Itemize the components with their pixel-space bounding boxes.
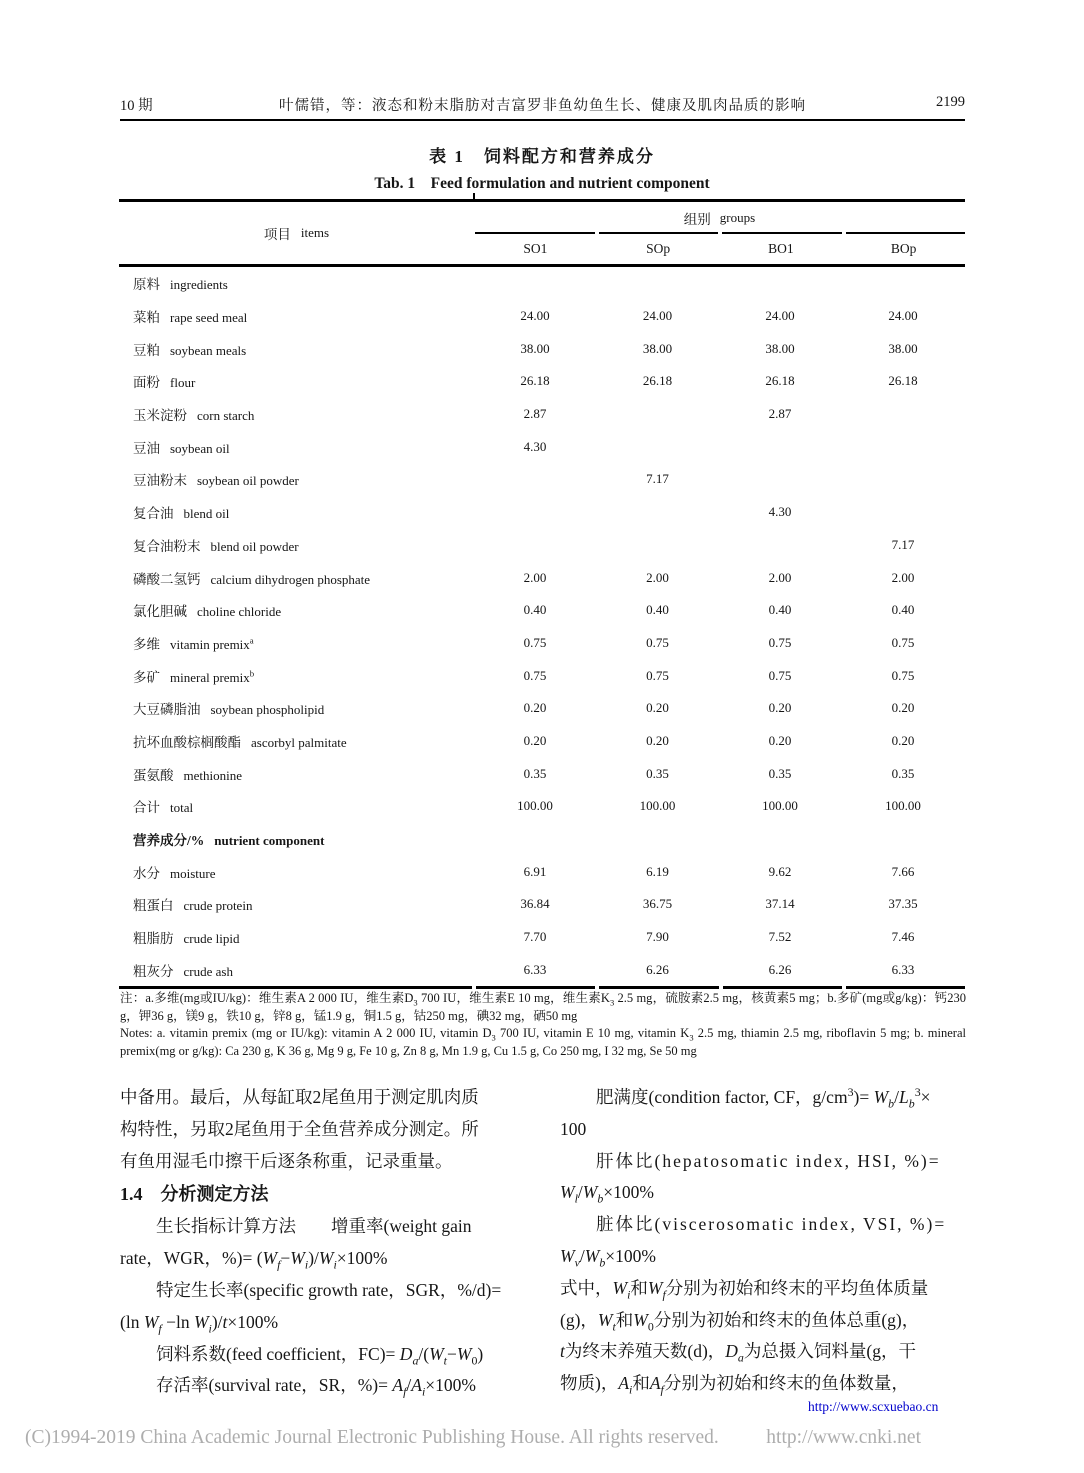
cell-value: 0.75 [768, 667, 792, 683]
row-label [119, 666, 474, 686]
row-label [119, 535, 474, 555]
row-label [119, 469, 474, 489]
row-label [119, 731, 474, 751]
cell-value: 100.00 [762, 798, 798, 814]
row-label-en: flour [170, 375, 196, 391]
text-line: rate，WGR，%)= $(W_f-W_i)/W_i\times 100\%$ [120, 1248, 388, 1272]
table-row [119, 953, 965, 986]
row-label-en: ingredients [170, 277, 228, 293]
cell-value: 2.87 [768, 406, 792, 422]
row-label-en: choline chloride [197, 604, 282, 620]
cell-value: 2.00 [891, 569, 915, 585]
cell-value: 0.75 [891, 634, 915, 650]
row-label-zh: 面粉 [133, 375, 160, 391]
row-label [119, 371, 474, 391]
watermark [25, 1427, 921, 1449]
row-label [119, 404, 474, 424]
cell-value: 2.00 [646, 569, 669, 585]
cell-value: 26.18 [642, 373, 673, 389]
cell-value: 38.00 [888, 340, 918, 356]
table-row [119, 463, 965, 496]
text-line: 构特性，另取2尾鱼用于全鱼营养成分测定。所 [120, 1118, 479, 1139]
text-line: $W_v/W_b\times 100\%$ [560, 1245, 656, 1270]
row-label [119, 829, 474, 849]
body-column-left [120, 1082, 546, 1402]
feed-table [119, 199, 965, 989]
cell-value: 26.18 [520, 373, 550, 389]
table-header [119, 202, 965, 264]
cell-value: 4.30 [768, 504, 792, 520]
cell-value: 38.00 [520, 340, 550, 356]
row-label [119, 568, 474, 588]
row-label [119, 339, 474, 359]
cell-value: 0.35 [523, 765, 547, 781]
table-row [119, 692, 965, 725]
row-label-en: blend oil [183, 506, 230, 522]
header-rule [120, 119, 965, 121]
text-line: 存活率(survival rate，SR，%)= $A_f/A_i\times 100\%$ [156, 1375, 476, 1399]
text-line: 物质)，$A_i$和$A_f$分别为初始和终末的鱼体数量， [560, 1373, 909, 1397]
cell-value: 36.84 [520, 896, 550, 912]
cell-value: 0.35 [768, 765, 792, 781]
cell-value: 2.00 [523, 569, 547, 585]
text-line: 有鱼用湿毛巾擦干后逐条称重，记录重量。 [120, 1150, 453, 1171]
cell-value: 100.00 [639, 798, 676, 814]
row-label-zh: 水分 [133, 865, 160, 881]
cell-value: 26.18 [765, 373, 795, 389]
cell-value: 6.33 [891, 961, 915, 977]
cell-value: 26.18 [888, 373, 918, 389]
table-row [119, 855, 965, 888]
row-label [119, 633, 474, 653]
journal-url-link[interactable]: http://www.scxuebao.cn [808, 1399, 939, 1414]
row-label [119, 698, 474, 718]
table-row [119, 430, 965, 463]
cell-value: 36.75 [642, 896, 673, 912]
row-label [119, 894, 474, 914]
row-label-zh: 大豆磷脂油 [133, 702, 201, 718]
row-label-zh: 合计 [133, 800, 160, 816]
row-label-en: crude lipid [183, 931, 240, 947]
row-label-zh: 磷酸二氢钙 [133, 571, 201, 587]
table-row [119, 627, 965, 660]
items-header-cell [119, 202, 474, 264]
groups-header-en: groups [719, 209, 756, 225]
cell-value: 6.19 [646, 863, 669, 879]
row-label-en: mineral premix$^b$ [170, 668, 255, 685]
table-title-en: Tab. 1 Feed formulation and nutrient component [374, 175, 710, 192]
cell-value: 4.30 [523, 438, 547, 454]
copyright-text: (C)1994-2019 China Academic Journal Electronic Publishing House. All rights reserved. [25, 1427, 719, 1448]
cell-value: 6.91 [523, 863, 547, 879]
row-label-en: ascorbyl palmitate [251, 734, 347, 750]
column-header-so1: SO1 [523, 241, 548, 256]
row-label [119, 796, 474, 816]
group-column-headers [474, 234, 965, 264]
text-line: 生长指标计算方法 增重率(weight gain [156, 1216, 472, 1237]
row-label-zh: 菜粕 [133, 310, 160, 326]
row-label-en: total [170, 800, 194, 816]
row-label-zh: 多矿 [133, 669, 160, 685]
row-label-en: soybean oil [170, 440, 230, 456]
groups-header-cell [474, 202, 965, 233]
running-head [120, 94, 965, 114]
cell-value: 7.66 [891, 863, 915, 879]
row-label-zh: 豆油粉末 [133, 473, 187, 489]
cell-value: 7.17 [646, 471, 669, 487]
row-label [119, 502, 474, 522]
cell-value: 37.14 [765, 896, 795, 912]
row-label-zh: 营养成分/% [133, 833, 205, 849]
table-row [119, 659, 965, 692]
cell-value: 0.35 [891, 765, 915, 781]
cell-value: 0.20 [768, 700, 792, 716]
row-label [119, 273, 474, 293]
cell-value: 7.46 [891, 929, 915, 945]
table-row [119, 921, 965, 954]
cell-value: 24.00 [520, 308, 550, 324]
table-row [119, 888, 965, 921]
text-line: t为终末养殖天数(d)，$D_a$为总摄入饲料量(g，干 [560, 1341, 916, 1365]
cell-value: 0.35 [646, 765, 669, 781]
column-header-bo1: BO1 [768, 241, 794, 256]
row-label-en: soybean oil powder [197, 473, 299, 489]
table-notes [120, 990, 970, 1060]
cell-value: 7.17 [891, 536, 915, 552]
groups-header-zh: 组别 [683, 211, 711, 227]
cnki-url-link[interactable]: http://www.cnki.net [766, 1427, 921, 1448]
cell-value: 6.33 [523, 961, 547, 977]
table-title-zh: 表 1 饲料配方和营养成分 [429, 147, 655, 166]
table-row [119, 365, 965, 398]
table-row [119, 300, 965, 333]
cell-value: 0.20 [891, 732, 915, 748]
cell-value: 0.40 [891, 602, 915, 618]
cell-value: 7.90 [646, 929, 669, 945]
row-label-zh: 豆油 [133, 440, 160, 456]
text-line: 特定生长率(specific growth rate，SGR，%/d)= [156, 1279, 502, 1300]
cell-value: 0.20 [891, 700, 915, 716]
cell-value: 6.26 [646, 961, 669, 977]
row-label-en: soybean phospholipid [210, 702, 325, 718]
text-line: 脏体比(viscerosomatic index, VSI, %)= [596, 1214, 947, 1235]
row-label-en: methionine [183, 767, 242, 783]
table-row [119, 398, 965, 431]
text-line: (g)，$W_t$和$W_0$分别为初始和终末的鱼体总重(g)， [560, 1309, 920, 1334]
text-line: 饲料系数(feed coefficient，$FC)= D_a/(W_t-W_0)$ [156, 1343, 484, 1368]
row-label [119, 764, 474, 784]
row-label-zh: 蛋氨酸 [133, 767, 174, 783]
row-label-en: crude protein [183, 898, 253, 914]
cell-value: 38.00 [765, 340, 795, 356]
table-row [119, 823, 965, 856]
table-row [119, 594, 965, 627]
row-label [119, 306, 474, 326]
row-label-zh: 粗蛋白 [133, 898, 174, 914]
column-header-sop: SOp [646, 241, 671, 256]
cell-value: 0.20 [646, 700, 669, 716]
section-heading: 1.4 分析测定方法 [120, 1184, 269, 1205]
cell-value: 0.75 [646, 634, 669, 650]
row-label-zh: 复合油粉末 [133, 538, 201, 554]
cell-value: 2.00 [768, 569, 792, 585]
cell-value: 0.75 [768, 634, 792, 650]
column-header-bop: BOp [890, 241, 917, 256]
text-line: 100 [560, 1118, 587, 1139]
cell-value: 2.87 [523, 406, 547, 422]
cell-value: 0.20 [768, 732, 792, 748]
text-line: 式中，$W_i$和$W_f$分别为初始和终末的平均鱼体质量 [560, 1277, 929, 1302]
cell-value: 0.20 [646, 732, 669, 748]
cell-value: 0.75 [523, 634, 547, 650]
table-row [119, 790, 965, 823]
row-label [119, 862, 474, 882]
cell-value: 38.00 [642, 340, 673, 356]
journal-issue: 10 期 [120, 98, 153, 114]
row-label-zh: 氯化胆碱 [133, 604, 187, 620]
row-label-en: calcium dihydrogen phosphate [210, 571, 371, 587]
table-body [119, 267, 965, 986]
row-label-en: soybean meals [170, 342, 247, 358]
text-line: 肝体比(hepatosomatic index, HSI, %)= [596, 1150, 941, 1171]
row-label [119, 927, 474, 947]
cell-value: 24.00 [888, 308, 918, 324]
table-row [119, 332, 965, 365]
row-label-zh: 抗坏血酸棕榈酸酯 [133, 734, 241, 750]
cell-value: 24.00 [642, 308, 673, 324]
row-label-en: blend oil powder [210, 538, 299, 554]
text-line: 肥满度(condition factor, CF，$g/cm^3)= W_b/L_b^3\times$ [596, 1085, 931, 1111]
cell-value: 100.00 [517, 798, 553, 814]
items-header-zh: 项目 [263, 227, 291, 242]
row-label [119, 437, 474, 457]
table-note-zh: 注：a.多维(mg或IU/kg)：维生素A 2 000 IU，维生素$D_3$ 700 IU，维生素E 10 mg，维生素$K_3$ 2.5 mg，硫胺素2.5 mg，核黄素5 mg；b.多矿(mg或g/kg)：钙230 g，钾36 g，镁9 g，铁10 g，锌8 g，锰1.9 g，铜1.5 g，钴250 mg，碘32 mg，硒50 mg [120, 991, 970, 1023]
row-label-zh: 粗脂肪 [133, 931, 174, 947]
page-number: 2199 [936, 94, 965, 110]
cell-value: 0.40 [768, 602, 792, 618]
table-row [119, 757, 965, 790]
items-header-en: items [300, 225, 330, 240]
row-label-en: moisture [170, 865, 216, 881]
row-label-en: corn starch [197, 408, 255, 424]
cell-value: 7.52 [768, 929, 792, 945]
cell-value: 0.20 [523, 700, 547, 716]
text-line: $W_l/W_b\times 100\%$ [560, 1182, 654, 1206]
cell-value: 0.75 [891, 667, 915, 683]
cell-value: 6.26 [768, 961, 792, 977]
row-label-zh: 豆粕 [133, 342, 160, 358]
table-note-en: Notes: a. vitamin premix (mg or IU/kg): vitamin A 2 000 IU, vitamin $D_3$ 700 IU, vitamin E 10 mg, vitamin $K_3$ 2.5 mg, thiamin 2.5 mg, riboflavin 5 mg; b. mineral premix(mg or g/kg): Ca 230 g, K 36 g, Mg 9 g, Fe 10 g, Zn 8 g, Mn 1.9 g, Cu 1.5 g, Co 250 mg, I 32 mg, Se 50 mg [120, 1026, 970, 1058]
cell-value: 24.00 [765, 308, 795, 324]
row-label-zh: 多维 [133, 636, 160, 652]
table-row [119, 561, 965, 594]
table-row [119, 725, 965, 758]
row-label-en: vitamin premix$^a$ [170, 635, 254, 652]
row-label-en: rape seed meal [170, 310, 248, 326]
row-label-zh: 复合油 [133, 506, 174, 522]
text-line: 中备用。最后，从每缸取2尾鱼用于测定肌肉质 [120, 1087, 479, 1107]
row-label-zh: 粗灰分 [133, 963, 174, 979]
cell-value: 0.20 [523, 732, 547, 748]
table-row [119, 267, 965, 300]
cell-value: 0.75 [523, 667, 547, 683]
table-row [119, 496, 965, 529]
text-line: (ln $W_f -\ln$ $W_i)/t\times 100\%$ [120, 1311, 279, 1336]
row-label [119, 600, 474, 620]
cell-value: 9.62 [768, 863, 792, 879]
row-label-zh: 玉米淀粉 [133, 408, 187, 424]
cell-value: 0.75 [646, 667, 669, 683]
table-row [119, 529, 965, 562]
row-label [119, 960, 474, 980]
row-label-en: crude ash [183, 963, 233, 979]
row-label-zh: 原料 [133, 277, 160, 293]
cell-value: 7.70 [523, 929, 547, 945]
row-label-en: nutrient component [214, 833, 325, 849]
table-bottom-border [119, 986, 965, 989]
cell-value: 0.40 [523, 602, 547, 618]
running-title: 叶儒错，等：液态和粉末脂肪对吉富罗非鱼幼鱼生长、健康及肌肉品质的影响 [279, 98, 806, 114]
body-column-right [560, 1082, 984, 1400]
cell-value: 0.40 [646, 602, 669, 618]
cell-value: 100.00 [885, 798, 921, 814]
cell-value: 37.35 [888, 896, 918, 912]
